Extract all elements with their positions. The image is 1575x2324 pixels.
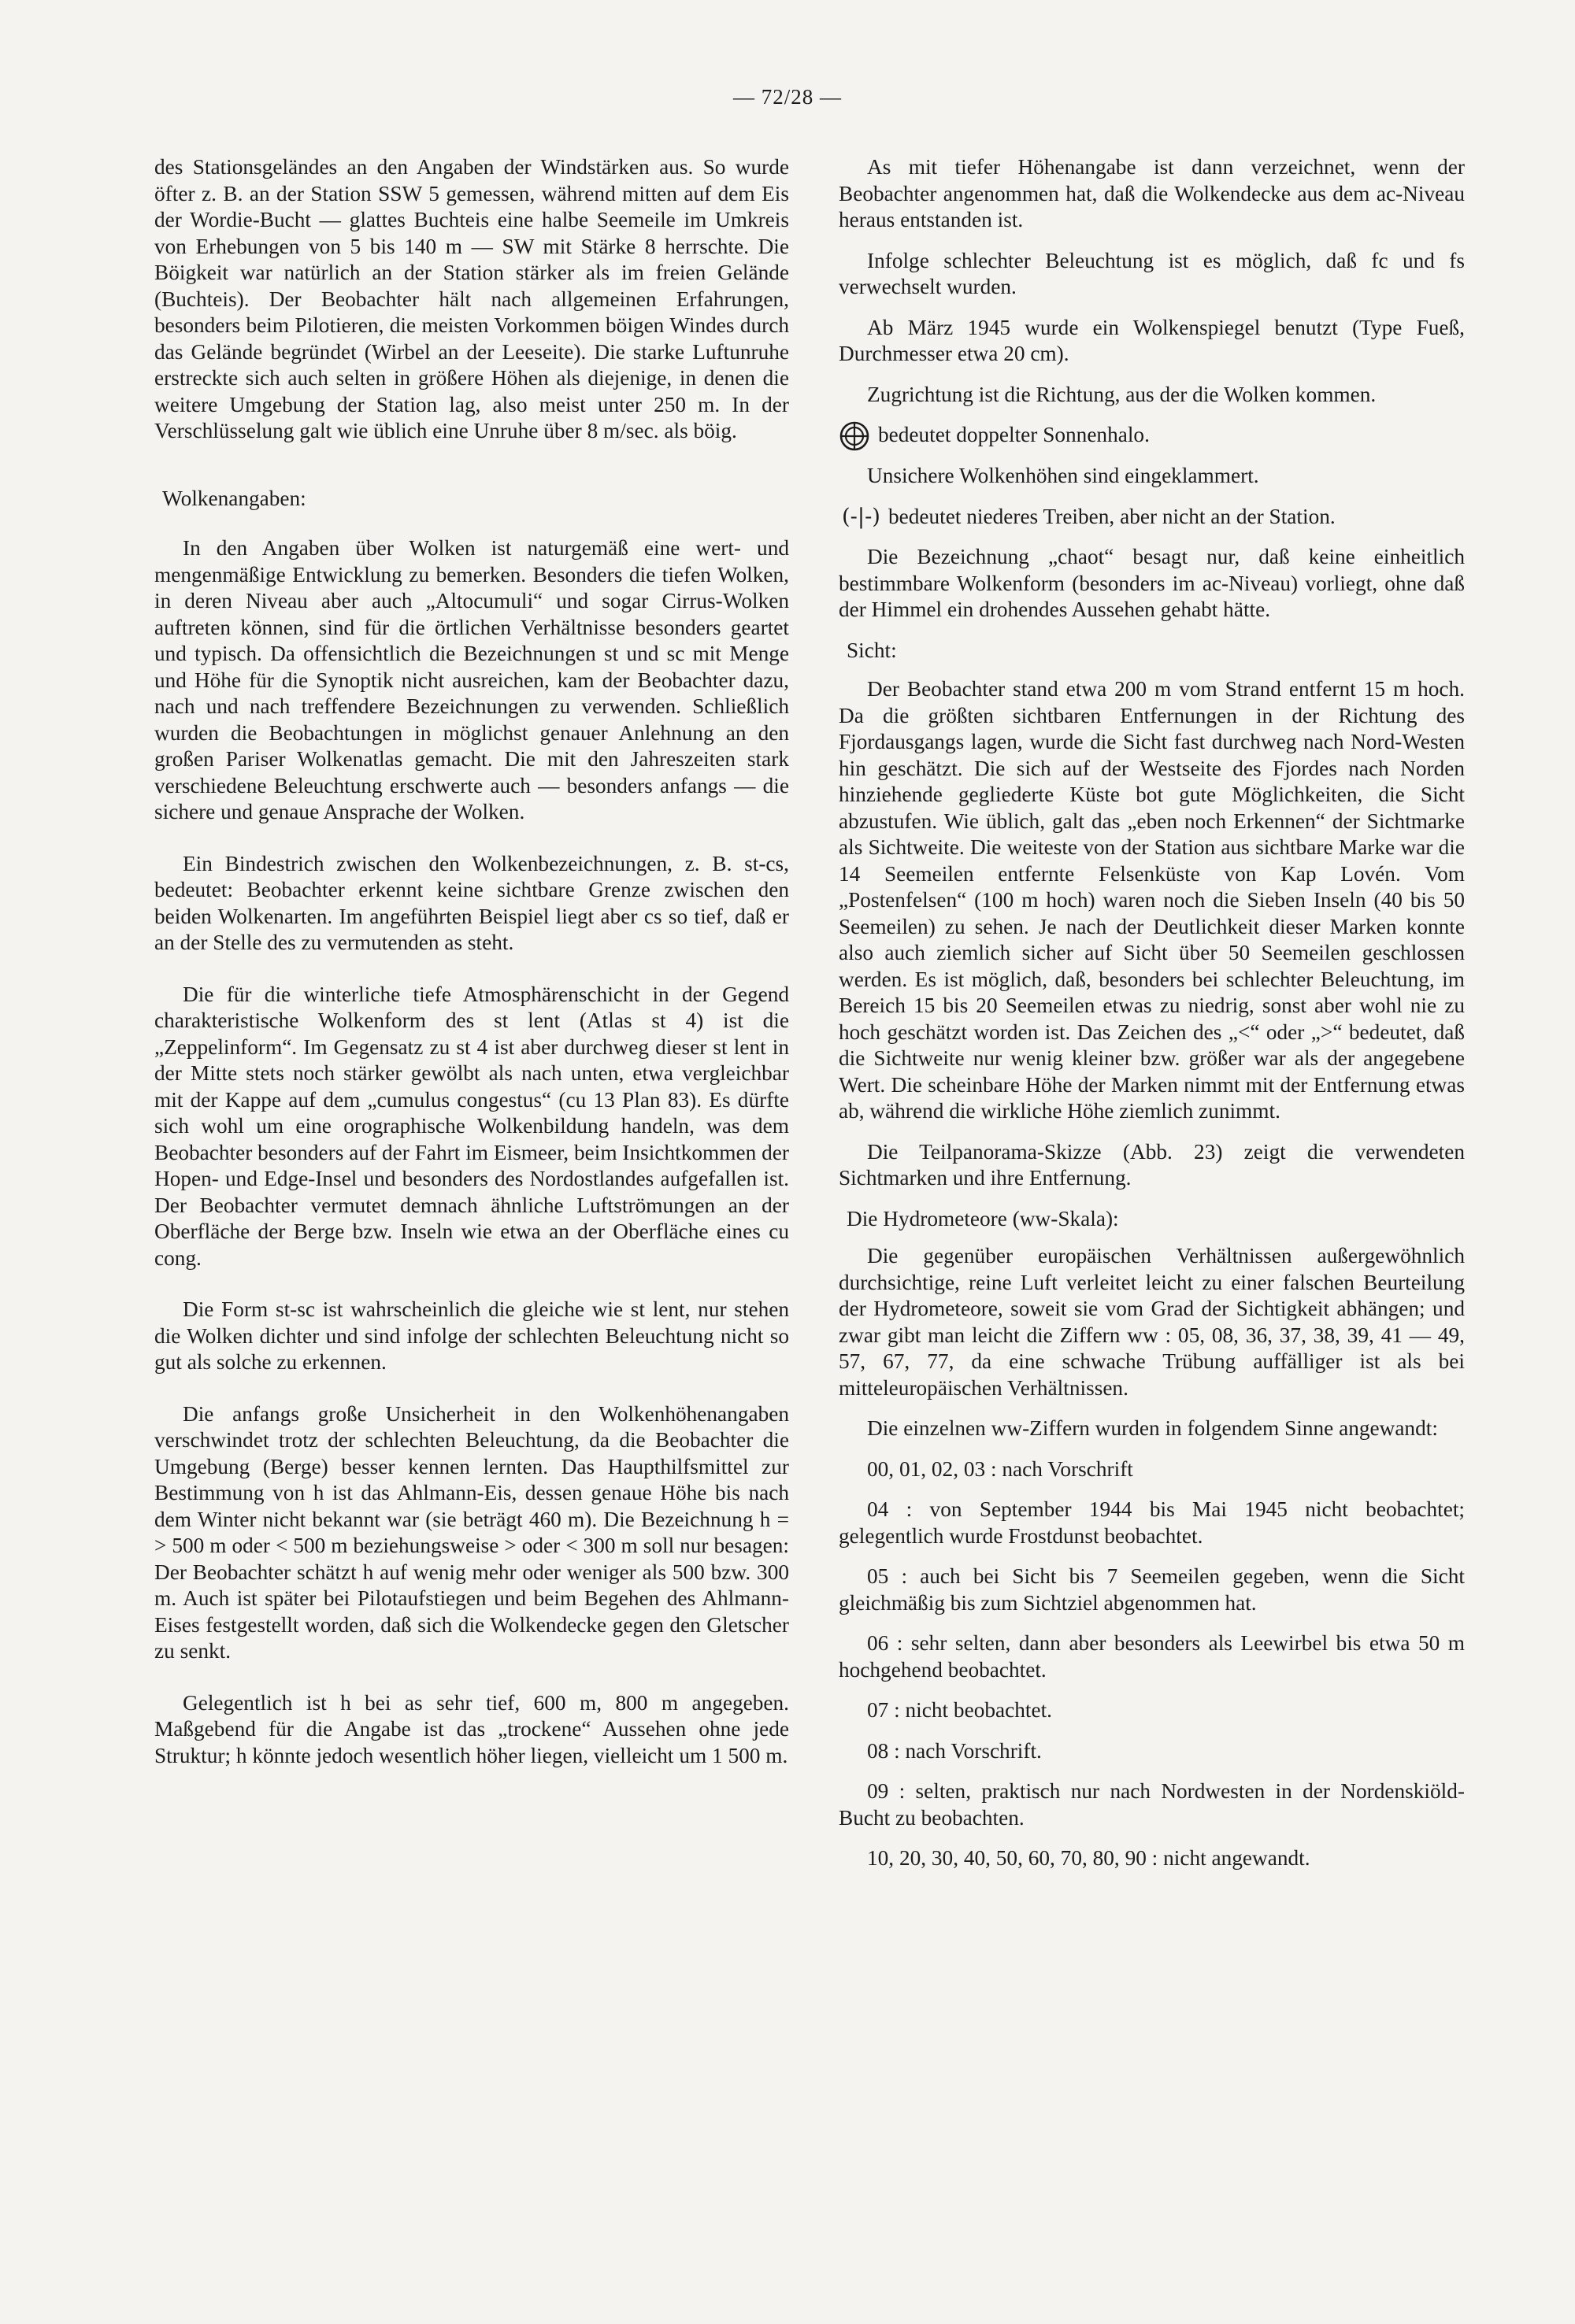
paragraph-direction: Zugrichtung ist die Richtung, aus der die Wolken kommen. — [867, 382, 1377, 406]
paragraph-fc-fs: Infolge schlechter Beleuchtung ist es möglich, daß fc und fs verwechselt wurden. — [839, 248, 1465, 298]
ww-item-00-03: 00, 01, 02, 03 : nach Vorschrift — [867, 1456, 1133, 1481]
ww-item-10-90: 10, 20, 30, 40, 50, 60, 70, 80, 90 : nicht angewandt. — [867, 1846, 1310, 1870]
paragraph-cloud-heights: Die anfangs große Unsicherheit in den Wolkenhöhenangaben verschwindet trotz der schlechten Beleuchtung, da die Beobachter die Umgebung (Berge) besser kennen lernten. Das Haupthilfsmittel zur Bestimmung von h ist das Ahlmann-Eis, dessen genaue Höhe bis nach dem Winter nicht bekannt war (sie beträgt 460 m). Die Bezeichnung h = > 500 m oder < 500 m beziehungsweise > oder < 300 m soll nur besagen: Der Beobachter schätzt h auf wenig mehr oder weniger als 500 bzw. 300 m. Auch ist später bei Pilotaufstiegen und beim Begehen des Ahlmann-Eises festgestellt worden, daß sich die Wolkendecke gegen den Gletscher zu senkt. — [154, 1401, 789, 1663]
paragraph-hyphen-notation: Ein Bindestrich zwischen den Wolkenbezeichnungen, z. B. st-cs, bedeutet: Beobachter erkennt keine sichtbare Grenze zwischen den beiden Wolkenarten. Im angeführten Beispiel liegt aber cs so tief, daß er an der Stelle des zu vermutenden as steht. — [154, 851, 789, 954]
paragraph-uncertain-heights: Unsichere Wolkenhöhen sind eingeklammert. — [867, 464, 1259, 487]
page-number: — 72/28 — — [732, 85, 842, 109]
paragraph-cloud-development: In den Angaben über Wolken ist naturgemäß eine wert- und mengenmäßige Entwicklung zu bemerken. Besonders die tiefen Wolken, in deren Niveau aber auch „Altocumuli“ und sogar Cirrus-Wolken auftreten können, sind für die örtlichen Verhältnisse besonders geartet und typisch. Da offensichtlich die Bezeichnungen st und sc mit Menge und Höhe für die Synoptik nicht ausreichen, kam der Beobachter dazu, nach und nach treffendere Bezeichnungen zu verwenden. Schließlich wurden die Beobachtungen in möglichst genauer Anlehnung an den großen Pariser Wolkenatlas gemacht. Die mit den Jahreszeiten stark verschiedene Beleuchtung erschwerte auch — besonders anfangs — die sichere und genaue Ansprache der Wolken. — [154, 536, 789, 823]
paragraph-visibility: Der Beobachter stand etwa 200 m vom Strand entfernt 15 m hoch. Da die größten sichtbaren Entfernungen in der Richtung des Fjordausgangs lagen, wurde die Sicht fast durchweg nach Nord-Westen hin geschätzt. Die sich auf der Westseite des Fjordes nach Norden hinziehende gegliederte Küste bot gute Möglichkeiten, die Sicht abzustufen. Wie üblich, galt das „eben noch Erkennen“ der Sichtmarke als Sichtweite. Die weiteste von der Station aus sichtbare Marke war die 14 Seemeilen entfernte Felsenküste von Kap Lovén. Vom „Postenfelsen“ (100 m hoch) waren noch die Sieben Inseln (40 bis 50 Seemeilen) zu sehen. Je nach der Deutlichkeit dieser Marken konnte also auch ziemlich sicher auf Sicht über 50 Seemeilen geschlossen werden. Es ist möglich, daß, besonders bei schlechter Beleuchtung, im Bereich 15 bis 20 Seemeilen etwas zu niedrig, sonst aber wohl nie zu hoch geschätzt worden ist. Das Zeichen des „<“ oder „>“ bedeutet, daß die Sichtweite nur wenig kleiner bzw. größer war als der angegebene Wert. Die scheinbare Höhe der Marken nimmt mit der Entfernung etwas ab, während die wirkliche Höhe ziemlich zunimmt. — [839, 677, 1465, 1123]
double-halo-icon — [839, 422, 870, 452]
ww-item-06: 06 : sehr selten, dann aber besonders als Leewirbel bis etwa 50 m hochgehend beobachtet. — [839, 1631, 1465, 1682]
paragraph-cloud-mirror: Ab März 1945 wurde ein Wolkenspiegel benutzt (Type Fueß, Durchmesser etwa 20 cm). — [839, 315, 1465, 365]
paragraph-hydrometeors: Die gegenüber europäischen Verhältnissen außergewöhnlich durchsichtige, reine Luft verleitet leicht zu einer falschen Beurteilung der Hydrometeore, soweit sie vom Grad der Sichtigkeit abhängen; und zwar gibt man leicht die Ziffern ww : 05, 08, 36, 37, 38, 39, 41 — 49, 57, 67, 77, da eine schwache Trübung auffälliger ist als bei mitteleuropäischen Verhältnissen. — [839, 1244, 1465, 1400]
ww-item-05: 05 : auch bei Sicht bis 7 Seemeilen gegeben, wenn die Sicht gleichmäßig bis zum Sichtziel abgenommen hat. — [839, 1564, 1465, 1615]
heading-cloud-data: Wolkenangaben: — [162, 486, 306, 510]
paragraph-as-height: Gelegentlich ist h bei as sehr tief, 600 m, 800 m angegeben. Maßgebend für die Angabe ist das „trockene“ Aussehen ohne jede Struktur; h könnte jedoch wesentlich höher liegen, vielleicht um 1 500 m. — [154, 1690, 789, 1767]
ww-item-04: 04 : von September 1944 bis Mai 1945 nicht beobachtet; gelegentlich wurde Frostdunst beobachtet. — [839, 1497, 1465, 1548]
heading-visibility: Sicht: — [847, 638, 897, 662]
heading-hydrometeors: Die Hydrometeore (ww-Skala): — [847, 1206, 1119, 1230]
paragraph-st-sc-form: Die Form st-sc ist wahrscheinlich die gleiche wie st lent, nur stehen die Wolken dichter und sind infolge der schlechten Beleuchtung nicht so gut als solche zu erkennen. — [154, 1297, 789, 1374]
ww-item-07: 07 : nicht beobachtet. — [867, 1698, 1052, 1722]
paragraph-ww-intro: Die einzelnen ww-Ziffern wurden in folgendem Sinne angewandt: — [867, 1416, 1438, 1440]
ww-item-09: 09 : selten, praktisch nur nach Nordwesten in der Nordenskiöld-Bucht zu beobachten. — [839, 1779, 1465, 1830]
right-column — [839, 154, 1465, 1886]
halo-legend-row — [839, 422, 1465, 452]
paragraph-chaot: Die Bezeichnung „chaot“ besagt nur, daß keine einheitlich bestimmbare Wolkenform (besonders im ac-Niveau) vorliegt, ohne daß der Himmel ein drohendes Aussehen gehabt hätte. — [839, 545, 1465, 621]
paragraph-panorama-sketch: Die Teilpanorama-Skizze (Abb. 23) zeigt die verwendeten Sichtmarken und ihre Entfernung. — [839, 1139, 1465, 1190]
paragraph-wind-gustiness: des Stationsgeländes an den Angaben der Windstärken aus. So wurde öfter z. B. an der Station SSW 5 gemessen, während mitten auf dem Eis der Wordie-Bucht — glattes Buchteis eine halbe Seemeile im Umkreis von Erhebungen von 5 bis 140 m — SW mit Stärke 8 herrschte. Die Böigkeit war natürlich an der Station stärker als im freien Gelände (Buchteis). Der Beobachter hält nach allgemeinen Erfahrungen, besonders beim Pilotieren, die meisten Vorkommen böigen Windes durch das Gelände begründet (Wirbel an der Leeseite). Die starke Luftunruhe erstreckte sich auch selten in größere Höhen als diejenige, in denen die weitere Umgebung der Station lag, also meist unter 250 m. In der Verschlüsselung galt wie üblich eine Unruhe über 8 m/sec. als böig. — [154, 155, 789, 442]
drift-legend-row — [839, 504, 1465, 531]
paragraph-as-low-height: As mit tiefer Höhenangabe ist dann verzeichnet, wenn der Beobachter angenommen hat, daß die Wolkendecke aus dem ac-Niveau heraus entstanden ist. — [839, 155, 1465, 231]
ww-item-08: 08 : nach Vorschrift. — [867, 1738, 1042, 1763]
left-column — [154, 154, 789, 1794]
paragraph-zeppelin-form: Die für die winterliche tiefe Atmosphärenschicht in der Gegend charakteristische Wolkenform des st lent (Atlas st 4) ist die „Zeppelinform“. Im Gegensatz zu st 4 ist aber durchweg dieser st lent in der Mitte stets noch stärker gewölbt als nach unten, etwa vergleichbar mit der Kappe auf dem „cumulus congestus“ (cu 13 Plan 83). Es dürfte sich wohl um eine orographische Wolkenbildung handeln, was dem Beobachter besonders auf der Fahrt im Eismeer, beim Insichtkommen der Hopen- und Edge-Insel und besonders des Nordostlandes aufgefallen ist. Der Beobachter vermutet demnach ähnliche Luftströmungen an der Oberfläche der Berge bzw. Inseln wie etwa an der Oberfläche eines cu cong. — [154, 982, 789, 1270]
low-drift-symbol: (-|-) — [842, 504, 880, 529]
halo-legend-text: bedeutet doppelter Sonnenhalo. — [878, 423, 1150, 446]
drift-legend-text: bedeutet niederes Treiben, aber nicht an der Station. — [888, 504, 1336, 528]
